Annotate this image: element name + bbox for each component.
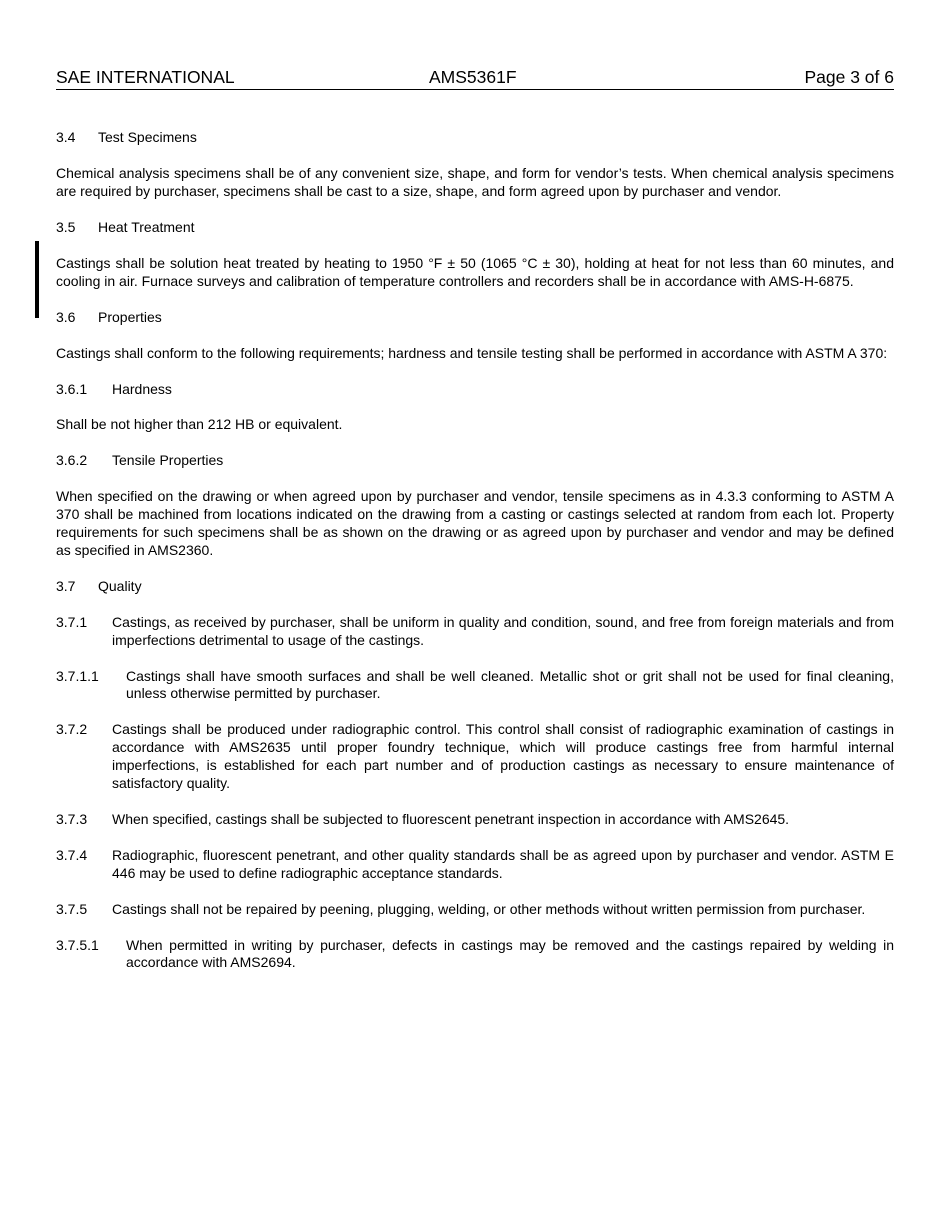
section-3-7-4 — [56, 847, 894, 883]
page-header — [56, 67, 894, 90]
section-3-5-body: Castings shall be solution heat treated by heating to 1950 °F ± 50 (1065 °C ± 30), holding at heat for not less than 60 minutes, and cooling in air. Furnace surveys and calibration of temperature controllers and recorders shall be in accordance with AMS-H-6875. — [56, 254, 894, 289]
revision-change-bar — [35, 241, 39, 318]
section-body: Castings shall not be repaired by peening, plugging, welding, or other methods without written permission from purchaser. — [112, 900, 866, 917]
section-title: Heat Treatment — [98, 218, 195, 235]
section-number: 3.7.4 — [56, 846, 88, 863]
section-number: 3.4 — [56, 129, 76, 145]
section-number: 3.7 — [56, 577, 76, 594]
section-title: Test Specimens — [98, 129, 197, 145]
section-number: 3.6 — [56, 308, 76, 325]
section-body: Castings, as received by purchaser, shall be uniform in quality and condition, sound, and free from foreign materials and from imperfections detrimental to usage of the castings. — [112, 613, 894, 648]
section-title: Quality — [98, 577, 142, 594]
section-number: 3.7.1 — [56, 613, 88, 630]
section-3-7-1-1 — [56, 668, 894, 704]
section-body: Castings shall have smooth surfaces and shall be well cleaned. Metallic shot or grit shall not be used for final cleaning, unless otherwise permitted by purchaser. — [126, 667, 894, 702]
section-number: 3.7.3 — [56, 810, 88, 827]
document-body — [56, 129, 894, 972]
section-number: 3.7.5 — [56, 900, 88, 917]
section-number: 3.6.2 — [56, 452, 88, 469]
section-3-7-2 — [56, 721, 894, 792]
section-title: Tensile Properties — [112, 452, 224, 469]
section-number: 3.6.1 — [56, 380, 88, 397]
section-number: 3.5 — [56, 218, 76, 235]
section-3-6-2-heading — [56, 452, 894, 470]
section-3-7-heading — [56, 578, 894, 596]
section-3-6-1-body: Shall be not higher than 212 HB or equivalent. — [56, 416, 343, 433]
section-title: Properties — [98, 308, 162, 325]
section-3-5-heading — [56, 219, 894, 237]
header-page-label: Page 3 of 6 — [804, 67, 894, 87]
section-number: 3.7.5.1 — [56, 936, 99, 953]
section-3-4-body: Chemical analysis specimens shall be of any convenient size, shape, and form for vendor’s tests. When chemical analysis specimens are required by purchaser, specimens shall be cast to a size, shape, and form agreed upon by purchaser and vendor. — [56, 164, 894, 199]
section-body: Radiographic, fluorescent penetrant, and other quality standards shall be as agreed upon by purchaser and vendor. ASTM E 446 may be used to define radiographic acceptance standards. — [112, 846, 894, 881]
header-document-number: AMS5361F — [429, 67, 517, 87]
section-3-7-1 — [56, 614, 894, 650]
section-3-6-body: Castings shall conform to the following requirements; hardness and tensile testing shall be performed in accordance with ASTM A 370: — [56, 344, 888, 361]
section-3-6-1-heading — [56, 381, 894, 399]
section-title: Hardness — [112, 380, 172, 397]
section-number: 3.7.1.1 — [56, 667, 99, 684]
section-body: Castings shall be produced under radiographic control. This control shall consist of radiographic examination of castings in accordance with AMS2635 until proper foundry technique, which will produce castings free from harmful internal imperfections, is established for each part number and of production castings as necessary to ensure maintenance of satisfactory quality. — [112, 721, 894, 791]
section-3-4-heading — [56, 129, 894, 147]
section-3-6-heading — [56, 309, 894, 327]
section-number: 3.7.2 — [56, 721, 88, 738]
section-3-7-5 — [56, 901, 894, 919]
header-organization: SAE INTERNATIONAL — [56, 67, 235, 87]
section-3-7-5-1 — [56, 937, 894, 973]
section-3-7-3 — [56, 811, 894, 829]
section-3-6-2-body: When specified on the drawing or when agreed upon by purchaser and vendor, tensile specimens as in 4.3.3 conforming to ASTM A 370 shall be machined from locations indicated on the drawing from a casting or castings selected at random from each lot. Property requirements for such specimens shall be as shown on the drawing or as agreed upon by purchaser and vendor and may be defined as specified in AMS2360. — [56, 488, 894, 558]
section-body: When permitted in writing by purchaser, defects in castings may be removed and the castings repaired by welding in accordance with AMS2694. — [126, 936, 894, 971]
section-body: When specified, castings shall be subjected to fluorescent penetrant inspection in accordance with AMS2645. — [112, 810, 790, 827]
